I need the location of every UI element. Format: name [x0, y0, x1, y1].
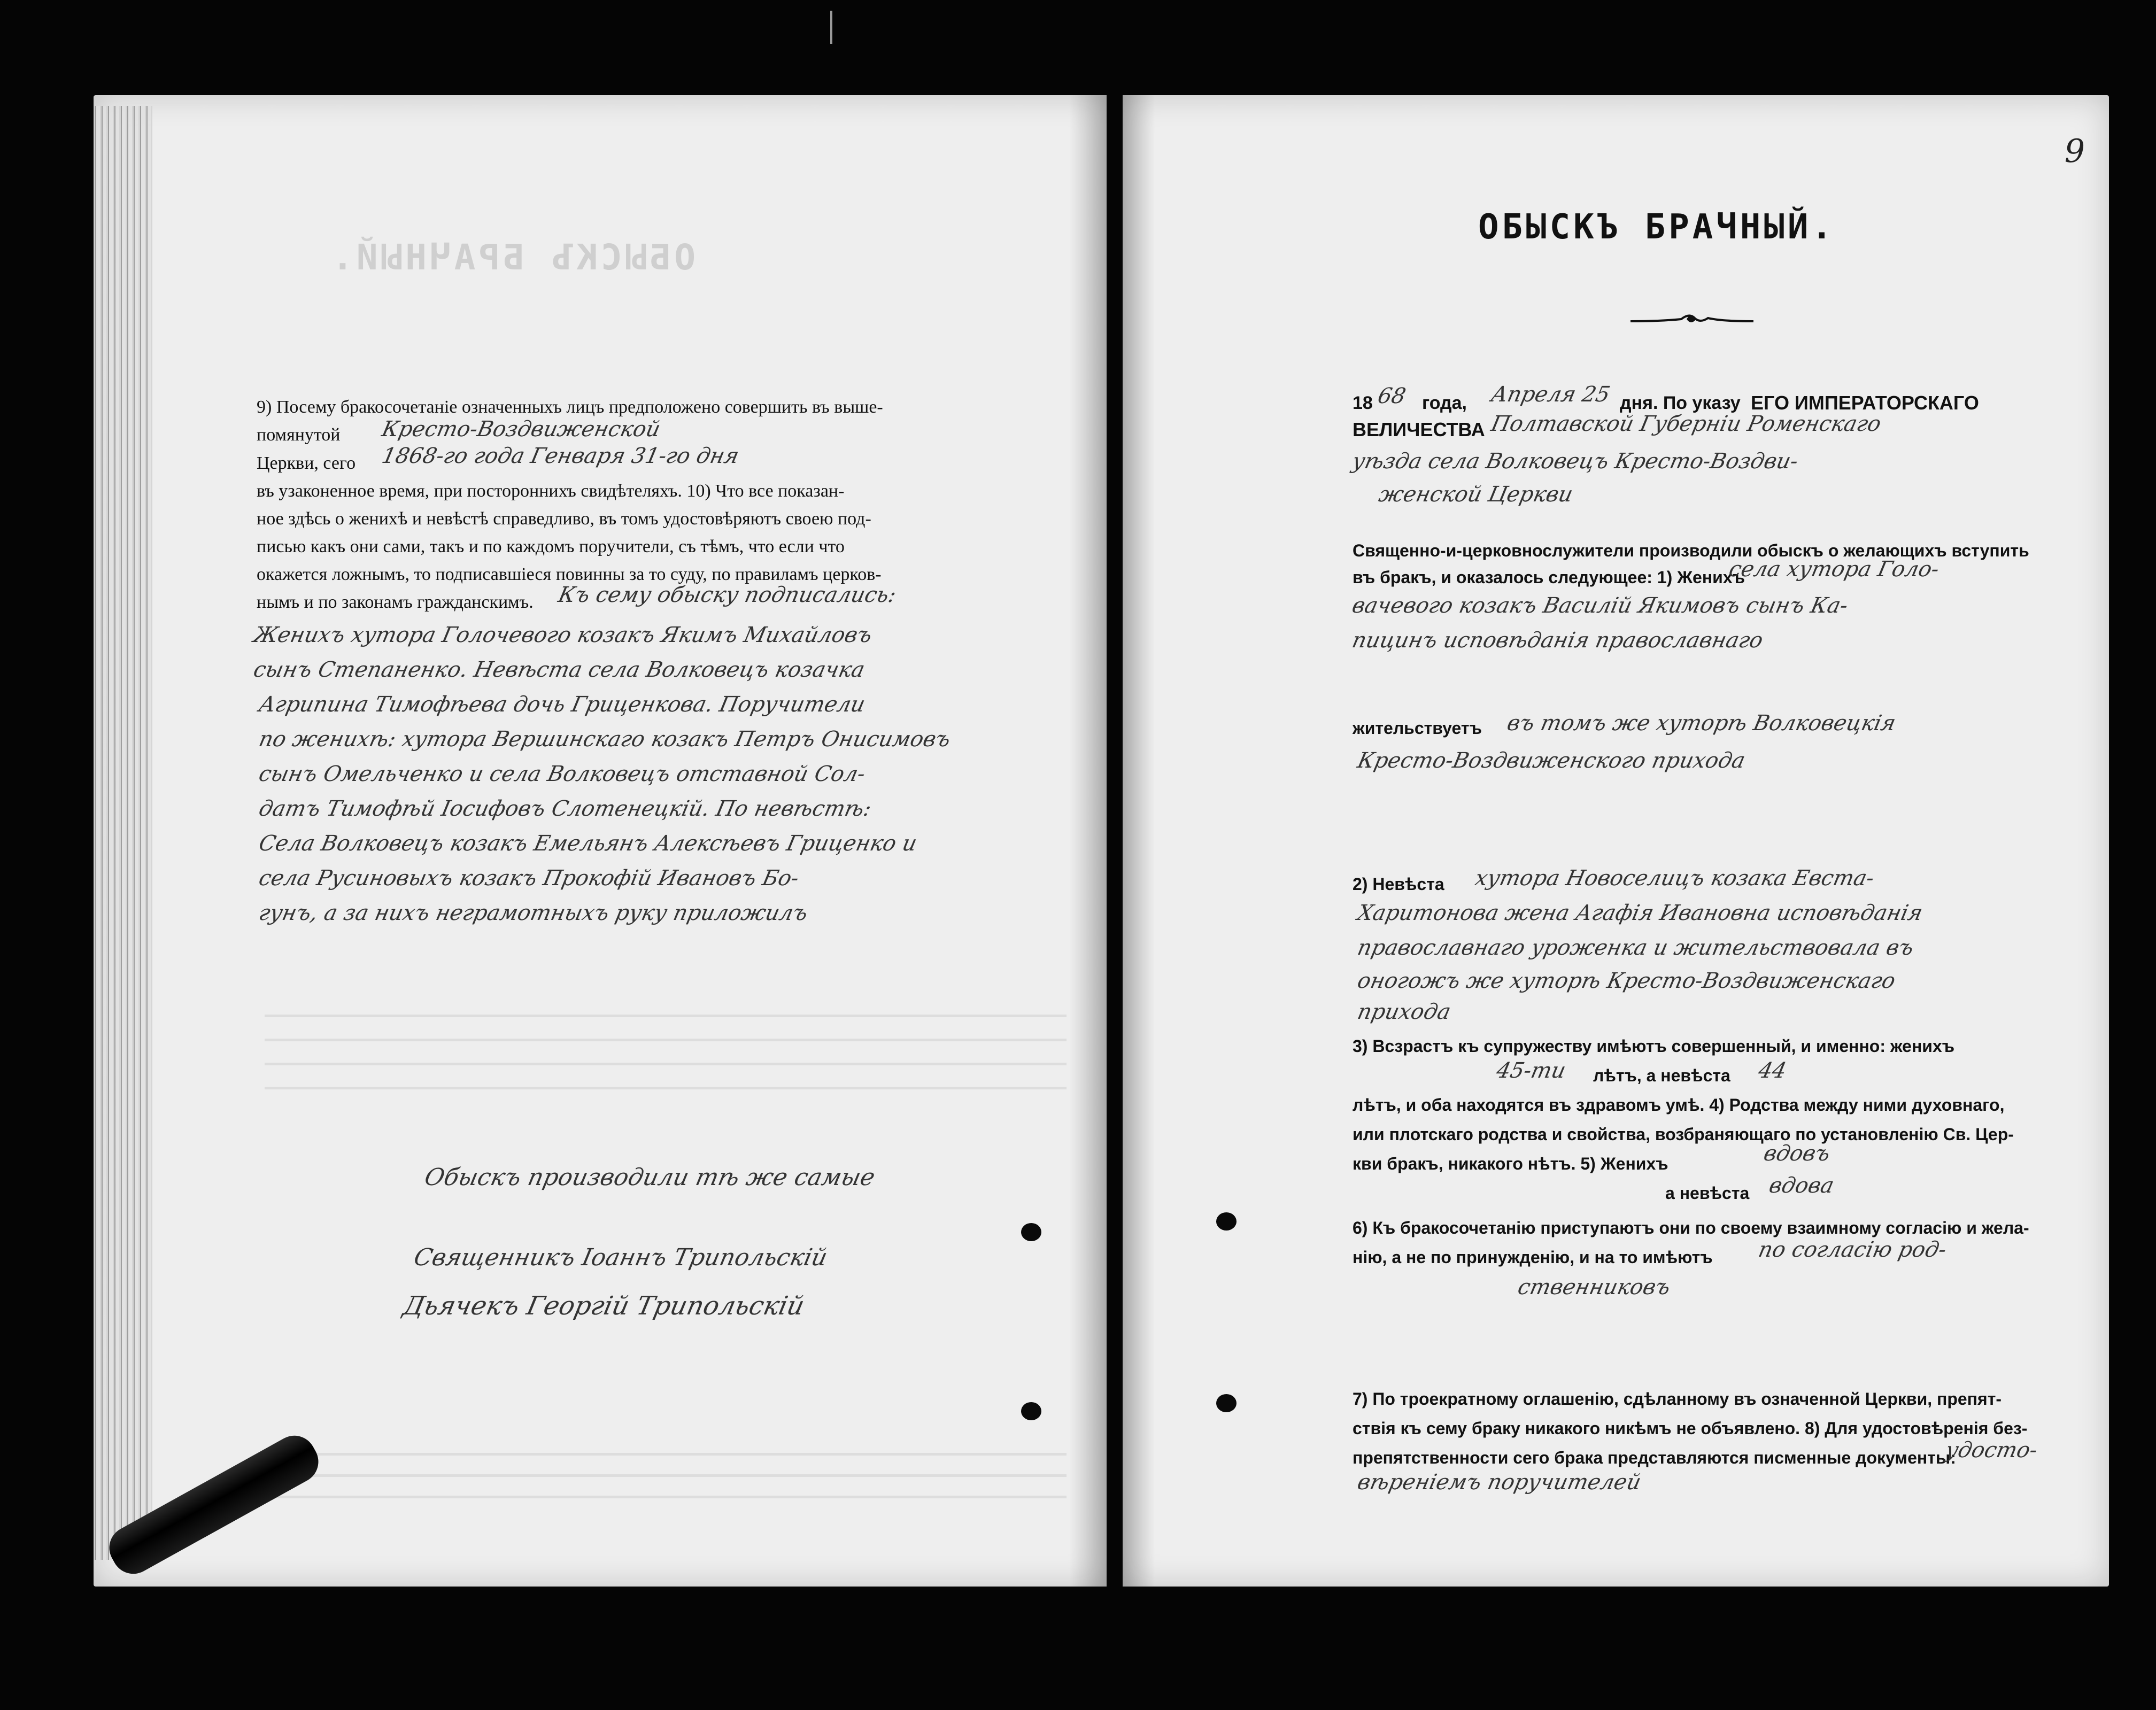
signature-line: Женихъ хутора Голочевого козакъ Якимъ Михайловъ: [251, 623, 875, 647]
banns-line2: ствія къ сему браку никакого никѣмъ не объявлено. 8) Для удостовѣренія без-: [1353, 1419, 2028, 1438]
p9-date-hw: 1868-го года Генваря 31-го дня: [380, 444, 741, 468]
bride-hw: православнаго уроженка и жительствовала въ: [1355, 935, 1916, 960]
year-prefix: 18: [1353, 393, 1373, 413]
conducted-by-hw: Обыскъ производили тѣ же самые: [422, 1164, 878, 1191]
banns-line3: препятственности сего брака представляются писменные документы:: [1353, 1448, 1956, 1467]
resides-label: жительствуетъ: [1353, 718, 1482, 738]
gutter-shadow: [1069, 95, 1107, 1587]
emperor-text: ЕГО ИМПЕРАТОРСКАГО: [1751, 392, 1979, 414]
groom-status-hw: вдовъ: [1761, 1141, 1833, 1166]
consent-line2: нію, а не по принужденію, и на то имѣютъ: [1353, 1248, 1713, 1267]
majesty-text: ВЕЛИЧЕСТВА: [1353, 419, 1485, 440]
year-hw: 68: [1375, 384, 1408, 408]
age-line2: лѣтъ, а невѣста: [1593, 1066, 1730, 1085]
binding-hole: [1021, 1402, 1041, 1420]
p9-church-hw: Кресто-Воздвиженской: [380, 417, 663, 442]
date-hw: Апреля 25: [1489, 382, 1612, 407]
bride-label: 2) Невѣста: [1353, 875, 1444, 894]
p9-line7: окажется ложнымъ, то подписавшіеся повинны за то суду, по правиламъ церков-: [257, 564, 882, 584]
title-ornament: [1628, 306, 1756, 333]
age-line4: или плотскаго родства и свойства, возбраняющаго по установленію Св. Цер-: [1353, 1125, 2014, 1144]
bride-hw: хутора Новоселицъ козака Евста-: [1473, 866, 1877, 891]
intro-text: дня. По указу: [1620, 393, 1741, 413]
resides-hw: въ томъ же хуторѣ Волковецкія: [1505, 711, 1898, 736]
church-hw: женской Церкви: [1377, 482, 1575, 507]
consent-line1: 6) Къ бракосочетанію приступаютъ они по своему взаимному согласію и жела-: [1353, 1218, 2029, 1237]
signature-line: датъ Тимофѣй Іосифовъ Слотенецкій. По невѣстѣ:: [257, 796, 874, 821]
left-page: [94, 95, 1107, 1587]
p9-line1: 9) Посему бракосочетаніе означенныхъ лицъ предположено совершить въ выше-: [257, 397, 883, 417]
resides-hw: Кресто-Воздвиженского прихода: [1355, 748, 1748, 773]
binding-hole: [1021, 1223, 1041, 1241]
year-suffix: года,: [1422, 393, 1467, 413]
age-line1: 3) Всзрастъ къ супружеству имѣютъ совершенный, и именно: женихъ: [1353, 1036, 1955, 1056]
signature-line: Агрипина Тимофѣева дочь Гриценкова. Поручители: [257, 692, 868, 717]
bride-age-hw: 44: [1756, 1058, 1789, 1083]
signature-line: гунъ, а за нихъ неграмотныхъ руку приложилъ: [257, 901, 810, 925]
consent-hw: ственниковъ: [1516, 1275, 1673, 1299]
bride-hw: оногожъ же хуторѣ Кресто-Воздвиженскаго: [1355, 969, 1898, 993]
bleed-through-title: ОБЫСКЪ БРАЧНЫЙ.: [329, 237, 696, 278]
banns-line1: 7) По троекратному оглашенію, сдѣланному въ означенной Церкви, препят-: [1353, 1389, 2002, 1409]
banns-hw: вѣреніемъ поручителей: [1355, 1470, 1643, 1495]
bride-hw: прихода: [1355, 1000, 1453, 1024]
age-line5: кви бракъ, никакого нѣтъ. 5) Женихъ: [1353, 1154, 1668, 1173]
groom-hw: пицинъ исповѣданія православнаго: [1350, 628, 1765, 653]
bride-hw: Харитонова жена Агафія Ивановна исповѣданія: [1355, 901, 1925, 925]
right-page: [1123, 95, 2109, 1587]
page-number: 9: [2064, 133, 2085, 170]
governorate-hw: Полтавской Губерніи Роменскаго: [1489, 412, 1883, 436]
clergy-line2: въ бракъ, и оказалось следующее: 1) Женихъ: [1353, 568, 1745, 587]
bride-status-label: а невѣста: [1665, 1183, 1750, 1203]
age-line3: лѣтъ, и оба находятся въ здравомъ умѣ. 4) Родства между ними духовнаго,: [1353, 1095, 2005, 1115]
scan-tick-mark: [830, 11, 832, 44]
district-hw: уѣзда села Волковецъ Кресто-Воздви-: [1350, 449, 1800, 474]
signature-line: сынъ Омельченко и села Волковецъ отставной Сол-: [257, 762, 868, 786]
binding-edge: [94, 106, 152, 1560]
p9-line2: помянутой: [257, 425, 341, 445]
signature-line: сынъ Степаненко. Невѣста села Волковецъ козачка: [251, 657, 867, 682]
signature-line: Села Волковецъ козакъ Емельянъ Алексѣевъ Гриценко и: [257, 831, 919, 856]
banns-hw: удосто-: [1943, 1438, 2040, 1463]
signature-line: села Русиновыхъ козакъ Прокофій Ивановъ Бо-: [257, 866, 801, 891]
bleed-through-text: [265, 1015, 1067, 1095]
p9-line8: нымъ и по законамъ гражданскимъ.: [257, 592, 534, 612]
priest-signature-hw: Священникъ Іоаннъ Трипольскій: [411, 1244, 830, 1271]
clergy-line1: Священно-и-церковнослужители производили обыскъ о желающихъ вступить: [1353, 541, 2029, 560]
bleed-through-text: [265, 1453, 1067, 1512]
deacon-signature-hw: Дьячекъ Георгій Трипольскій: [400, 1291, 807, 1321]
document-title: ОБЫСКЪ БРАЧНЫЙ.: [1478, 207, 1835, 247]
gutter-shadow: [1123, 95, 1155, 1587]
groom-hw: вачевого козакъ Василій Якимовъ сынъ Ка-: [1350, 593, 1850, 618]
p9-line6: писью какъ они сами, такъ и по каждомъ поручители, съ тѣмъ, что если что: [257, 537, 845, 556]
groom-age-hw: 45-ти: [1494, 1058, 1568, 1083]
p9-signed-hw: Къ сему обыску подписались:: [556, 583, 899, 607]
groom-hw: села хутора Голо-: [1727, 557, 1942, 582]
bride-status-hw: вдова: [1767, 1173, 1836, 1198]
p9-line5: ное здѣсь о женихѣ и невѣстѣ справедливо, въ томъ удостовѣряютъ своею под-: [257, 509, 871, 529]
p9-line3: Церкви, сего: [257, 453, 356, 473]
p9-line4: въ узаконенное время, при постороннихъ свидѣтеляхъ. 10) Что все показан-: [257, 481, 845, 501]
signature-line: по женихѣ: хутора Вершинскаго козакъ Петръ Онисимовъ: [257, 727, 953, 752]
binding-hole: [1216, 1212, 1237, 1231]
consent-hw: по согласію род-: [1756, 1237, 1949, 1262]
binding-hole: [1216, 1394, 1237, 1412]
